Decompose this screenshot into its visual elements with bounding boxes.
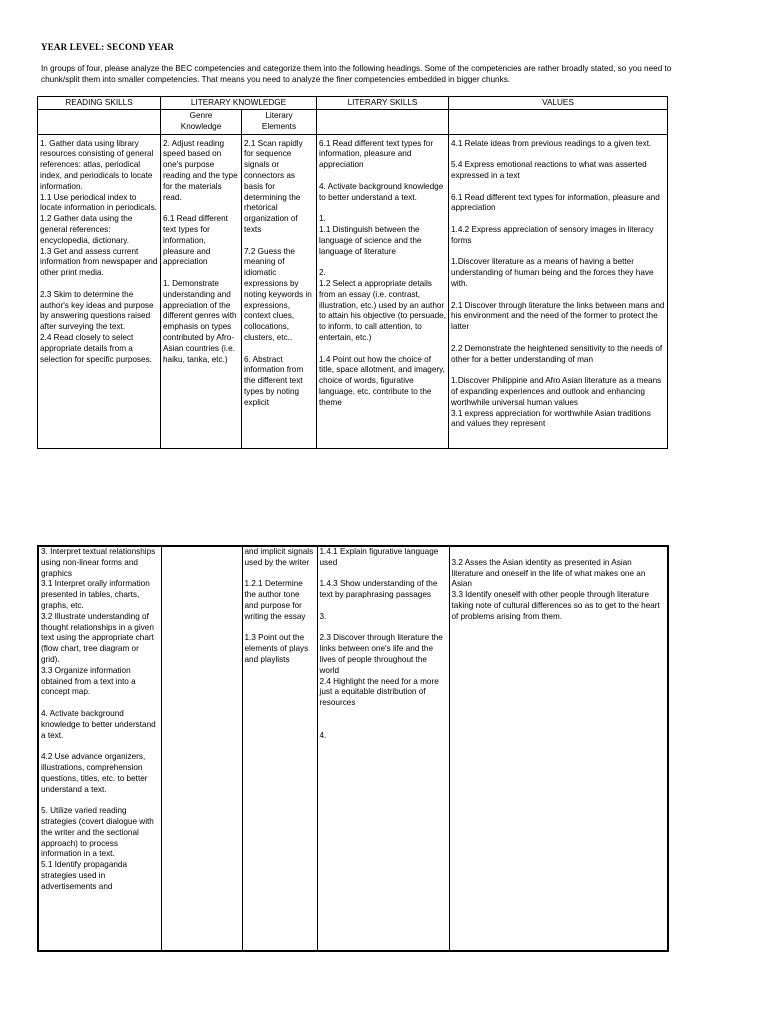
literary-skills-cell: 6.1 Read different text types for information, pleasure and appreciation 4. Activate background knowledge to better understand a text. 1. 1.1 Distinguish between the language of science and the language of literature 2. 1.2 Select a appropriate details from an essay (i.e. contrast, illustration, etc.) used by an author to attain his objective (to persuade, to inform, to call attention, to entertain, etc.) 1.4 Point out how the choice of title, space allotment, and imagery, choice of words, figurative language, etc. contribute to the theme <box>317 134 449 448</box>
values-cell: 4.1 Relate ideas from previous readings to a given text. 5.4 Express emotional reactions to what was asserted expressed in a text 6.1 Read different text types for information, pleasure and appreciation 1.4.2 Express appreciation of sensory images in literacy forms 1.Discover literature as a means of having a better understanding of human being and the forces they have with. 2.1 Discover through literature the links between mans and his environment and the need of the former to protect the latter 2.2 Demonstrate the heightened sensitivity to the needs of other for a better understanding of man 1.Discover Philippine and Afro Asian literature as a means of expanding experiences and outlook and enhancing worthwhile universal human values 3.1 express appreciation for worthwhile Asian traditions and values they represent <box>449 134 668 448</box>
genre-knowledge-cell <box>161 546 242 951</box>
table-row <box>38 134 668 448</box>
subheader-literary-elements: Literary Elements <box>242 110 317 135</box>
genre-knowledge-cell: 2. Adjust reading speed based on one's purpose reading and the type for the materials read. 6.1 Read different text types for information, pleasure and appreciation 1. Demonstrate understanding and appreciation of the different genres with emphasis on types contributed by Afro-Asian countries (i.e. haiku, tanka, etc.) <box>161 134 242 448</box>
header-literary-knowledge: LITERARY KNOWLEDGE <box>161 97 317 110</box>
competency-table-page-2 <box>37 545 669 952</box>
literary-elements-cell: and implicit signals used by the writer 1.2.1 Determine the author tone and purpose for writing the essay 1.3 Point out the elements of plays and playlists <box>242 546 317 951</box>
literary-elements-cell: 2.1 Scan rapidly for sequence signals or connectors as basis for determining the rhetorical organization of texts 7.2 Guess the meaning of idiomatic expressions by noting keywords in expressions, context clues, collocations, clusters, etc.. 6. Abstract information from the different text types by noting explicit <box>242 134 317 448</box>
header-values: VALUES <box>449 97 668 110</box>
subheader-genre-knowledge: Genre Knowledge <box>161 110 242 135</box>
header-row <box>38 97 668 110</box>
header-reading-skills: READING SKILLS <box>38 97 161 110</box>
subheader-row <box>38 110 668 135</box>
header-literary-skills: LITERARY SKILLS <box>317 97 449 110</box>
instructions-paragraph: In groups of four, please analyze the BEC competencies and categorize them into the following headings. Some of the competencies are rather broadly stated, so you need to chunk/split them into smaller competencies. That means you need to analyze the finer competencies embedded in bigger chunks. <box>41 64 672 84</box>
literary-skills-cell: 1.4.1 Explain figurative language used 1.4.3 Show understanding of the text by paraphrasing passages 3. 2.3 Discover through literature the links between one's life and the lives of people throughout the world 2.4 Highlight the need for a more just a equitable distribution of resources 4. <box>317 546 449 951</box>
reading-skills-cell: 3. Interpret textual relationships using non-linear forms and graphics 3.1 Interpret orally information presented in tables, charts, graphs, etc. 3.2 Illustrate understanding of thought relationships in a given text using the appropriate chart (flow chart, tree diagram or grid). 3.3 Organize information obtained from a text into a concept map. 4. Activate background knowledge to better understand a text. 4.2 Use advance organizers, illustrations, comprehension questions, titles, etc. to better understand a text. 5. Utilize varied reading strategies (covert dialogue with the writer and the sectional approach) to process information in a text. 5.1 Identify propaganda strategies used in advertisements and <box>38 546 161 951</box>
reading-skills-cell: 1. Gather data using library resources consisting of general references: atlas, periodical index, and periodicals to locate information. 1.1 Use periodical index to locate information in periodicals. 1.2 Gather data using the general references: encyclopedia, dictionary. 1.3 Get and assess current information from newspaper and other print media. 2.3 Skim to determine the author's key ideas and purpose by answering questions raised after surveying the text. 2.4 Read closely to select appropriate details from a selection for specific purposes. <box>38 134 161 448</box>
values-cell: 3.2 Asses the Asian identity as presented in Asian literature and oneself in the life of what makes one an Asian 3.3 Identify oneself with other people through literature taking note of cultural differences so as to get to the heart of problems arising from them. <box>449 546 668 951</box>
year-level-title: YEAR LEVEL: SECOND YEAR <box>41 42 175 52</box>
table-row <box>38 546 668 951</box>
competency-table-page-1 <box>37 96 668 449</box>
